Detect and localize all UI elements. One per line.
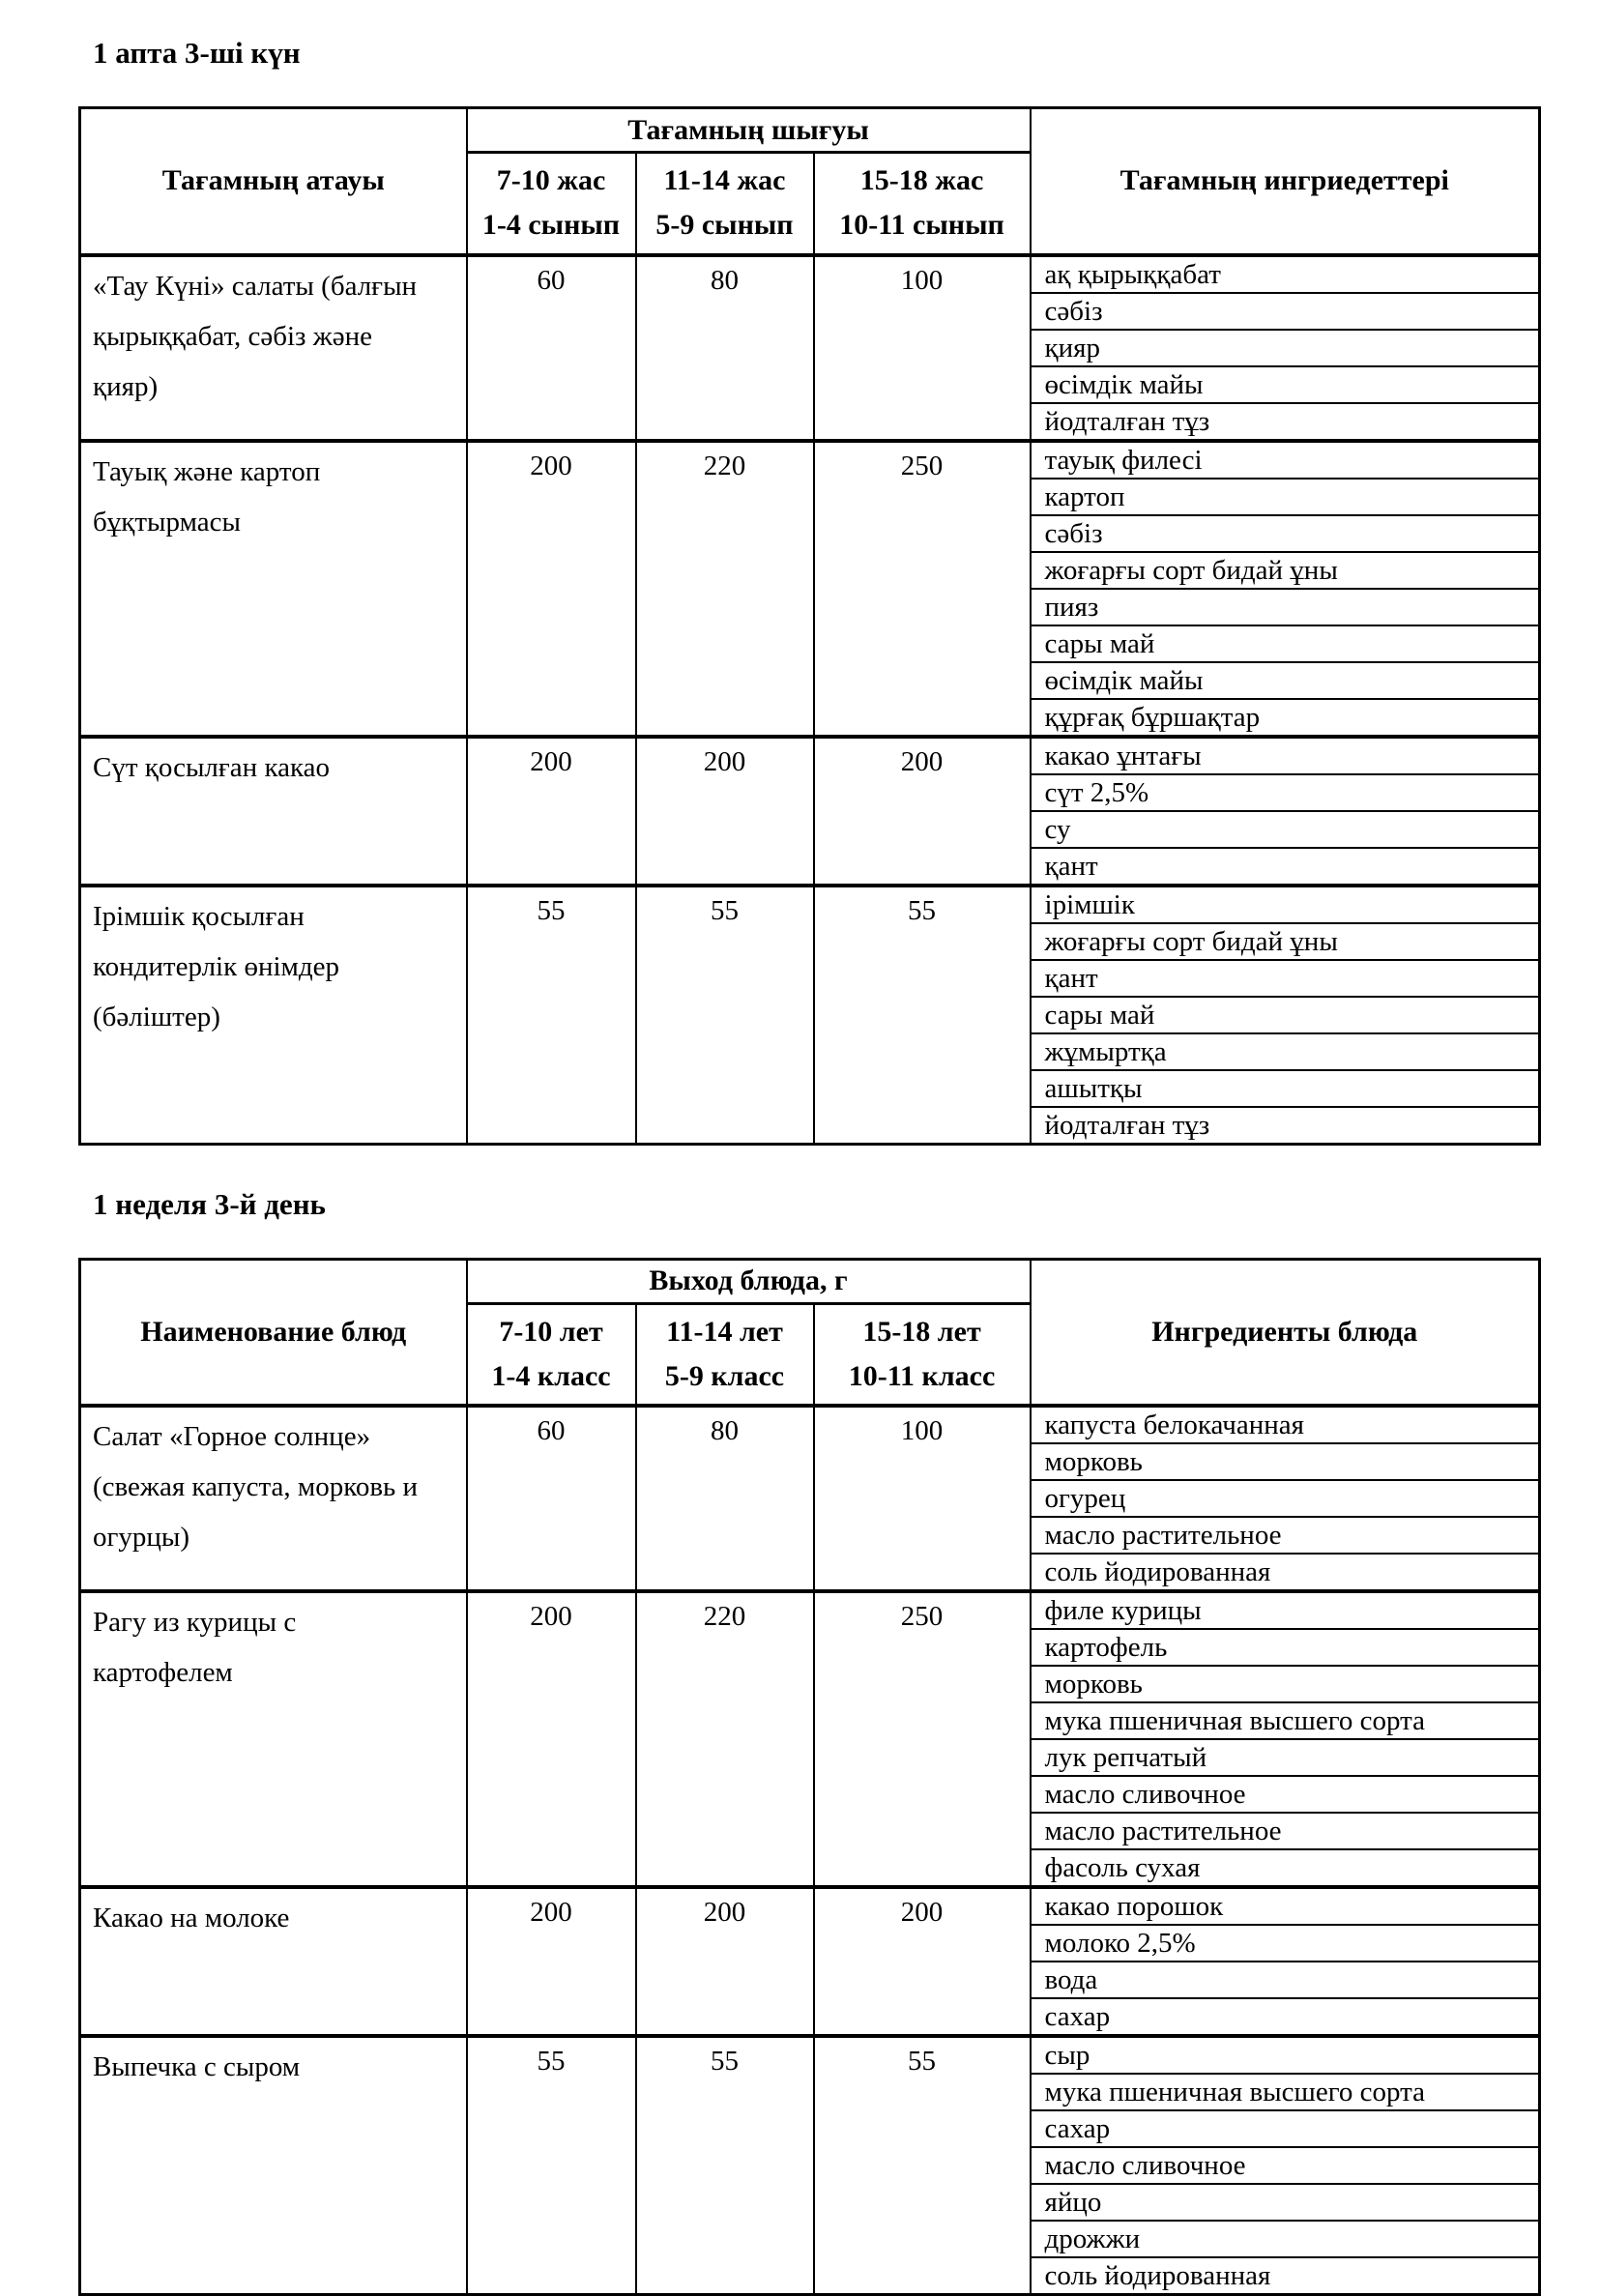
portion-value-cell: 55 [814,886,1031,1145]
ingredient-cell: йодталған тұз [1031,403,1540,441]
ingredient-cell: өсімдік майы [1031,662,1540,699]
ingredient-cell: вода [1031,1962,1540,1998]
output-group-header: Тағамның шығуы [467,108,1031,153]
ingredient-cell: қант [1031,848,1540,886]
ingredient-cell: дрожжи [1031,2221,1540,2257]
dish-name-cell: Ірімшік қосылған кондитерлік өнімдер (бәліштер) [80,886,467,1145]
ingredient-cell: су [1031,811,1540,848]
menu-table-body [80,255,1540,1145]
menu-table [78,1258,1541,2296]
ingredient-cell: сыр [1031,2036,1540,2074]
portion-value-cell: 200 [467,737,636,886]
dish-name-cell: Салат «Горное солнце» (свежая капуста, морковь и огурцы) [80,1406,467,1591]
portion-value-cell: 200 [814,1887,1031,2036]
dish-name-cell: Выпечка с сыром [80,2036,467,2295]
dish-name-cell: Какао на молоке [80,1887,467,2036]
dish-name-cell: Тауық және картоп бұқтырмасы [80,441,467,737]
ingredient-cell: сахар [1031,2110,1540,2147]
portion-value-cell: 55 [467,886,636,1145]
portion-value-cell: 200 [467,441,636,737]
ingredient-cell: сары май [1031,625,1540,662]
dish-row [80,441,1540,479]
ingredient-cell: фасоль сухая [1031,1849,1540,1887]
ingredient-cell: құрғақ бұршақтар [1031,699,1540,737]
portion-value-cell: 220 [636,441,814,737]
class-range-label: 5-9 сынып [638,203,812,247]
ingredient-cell: соль йодированная [1031,2257,1540,2295]
ingredient-cell: ашытқы [1031,1070,1540,1107]
portion-value-cell: 55 [814,2036,1031,2295]
portion-value-cell: 220 [636,1591,814,1887]
ingredient-cell: сахар [1031,1998,1540,2036]
ingredient-cell: мука пшеничная высшего сорта [1031,2074,1540,2110]
age-range-label: 11-14 жас [638,159,812,203]
dish-name-cell: Сүт қосылған какао [80,737,467,886]
ingredient-cell: какао порошок [1031,1887,1540,1925]
ingredients-column-header: Ингредиенты блюда [1031,1259,1540,1406]
dish-row [80,1887,1540,1925]
menu-table-body [80,1406,1540,2295]
menu-table [78,106,1541,1146]
ingredient-cell: картоп [1031,479,1540,515]
portion-value-cell: 60 [467,1406,636,1591]
portion-value-cell: 200 [467,1591,636,1887]
age-column-header [636,153,814,255]
ingredient-cell: жоғарғы сорт бидай ұны [1031,552,1540,589]
portion-value-cell: 60 [467,255,636,441]
ingredient-cell: масло сливочное [1031,2147,1540,2184]
dish-row [80,1591,1540,1629]
portion-value-cell: 55 [636,886,814,1145]
ingredients-column-header: Тағамның ингриедеттері [1031,108,1540,255]
class-range-label: 10-11 класс [816,1354,1029,1399]
class-range-label: 1-4 класс [469,1354,634,1399]
ingredient-cell: сәбіз [1031,515,1540,552]
portion-value-cell: 250 [814,1591,1031,1887]
menu-table-header [80,108,1540,255]
class-range-label: 5-9 класс [638,1354,812,1399]
dish-row [80,1406,1540,1443]
ingredient-cell: морковь [1031,1666,1540,1702]
ingredient-cell: ірімшік [1031,886,1540,923]
age-range-label: 15-18 лет [816,1310,1029,1354]
dish-name-column-header: Тағамның атауы [80,108,467,255]
portion-value-cell: 100 [814,1406,1031,1591]
portion-value-cell: 250 [814,441,1031,737]
header-row-group [80,108,1540,153]
dish-row [80,737,1540,774]
menu-section-russian [0,1190,1599,2296]
header-row-group [80,1259,1540,1303]
age-column-header [467,1303,636,1406]
ingredient-cell: жұмыртқа [1031,1033,1540,1070]
class-range-label: 1-4 сынып [469,203,634,247]
dish-name-column-header: Наименование блюд [80,1259,467,1406]
table-title: 1 неделя 3-й день [93,1190,1599,1219]
dish-row [80,886,1540,923]
class-range-label: 10-11 сынып [816,203,1029,247]
ingredient-cell: сары май [1031,997,1540,1033]
portion-value-cell: 200 [636,737,814,886]
ingredient-cell: масло растительное [1031,1813,1540,1849]
age-column-header [467,153,636,255]
ingredient-cell: какао ұнтағы [1031,737,1540,774]
ingredient-cell: сүт 2,5% [1031,774,1540,811]
portion-value-cell: 80 [636,1406,814,1591]
portion-value-cell: 55 [467,2036,636,2295]
dish-row [80,255,1540,293]
portion-value-cell: 100 [814,255,1031,441]
age-range-label: 11-14 лет [638,1310,812,1354]
age-range-label: 7-10 лет [469,1310,634,1354]
ingredient-cell: өсімдік майы [1031,366,1540,403]
age-column-header [814,153,1031,255]
ingredient-cell: морковь [1031,1443,1540,1480]
ingredient-cell: пияз [1031,589,1540,625]
menu-section-kazakh [0,39,1599,1146]
ingredient-cell: масло растительное [1031,1517,1540,1554]
dish-name-cell: Рагу из курицы с картофелем [80,1591,467,1887]
ingredient-cell: ақ қырыққабат [1031,255,1540,293]
ingredient-cell: мука пшеничная высшего сорта [1031,1702,1540,1739]
menu-table-header [80,1259,1540,1406]
ingredient-cell: масло сливочное [1031,1776,1540,1813]
portion-value-cell: 55 [636,2036,814,2295]
ingredient-cell: соль йодированная [1031,1554,1540,1591]
ingredient-cell: яйцо [1031,2184,1540,2221]
ingredient-cell: тауық филесі [1031,441,1540,479]
age-range-label: 15-18 жас [816,159,1029,203]
ingredient-cell: молоко 2,5% [1031,1925,1540,1962]
age-range-label: 7-10 жас [469,159,634,203]
output-group-header: Выход блюда, г [467,1259,1031,1303]
ingredient-cell: капуста белокачанная [1031,1406,1540,1443]
ingredient-cell: филе курицы [1031,1591,1540,1629]
portion-value-cell: 200 [467,1887,636,2036]
ingredient-cell: сәбіз [1031,293,1540,330]
portion-value-cell: 80 [636,255,814,441]
age-column-header [636,1303,814,1406]
portion-value-cell: 200 [814,737,1031,886]
dish-name-cell: «Тау Күні» салаты (балғын қырыққабат, сәбіз және қияр) [80,255,467,441]
ingredient-cell: огурец [1031,1480,1540,1517]
ingredient-cell: йодталған тұз [1031,1107,1540,1145]
ingredient-cell: картофель [1031,1629,1540,1666]
portion-value-cell: 200 [636,1887,814,2036]
age-column-header [814,1303,1031,1406]
ingredient-cell: жоғарғы сорт бидай ұны [1031,923,1540,960]
ingredient-cell: қант [1031,960,1540,997]
table-title: 1 апта 3-ші күн [93,39,1599,68]
dish-row [80,2036,1540,2074]
ingredient-cell: қияр [1031,330,1540,366]
ingredient-cell: лук репчатый [1031,1739,1540,1776]
